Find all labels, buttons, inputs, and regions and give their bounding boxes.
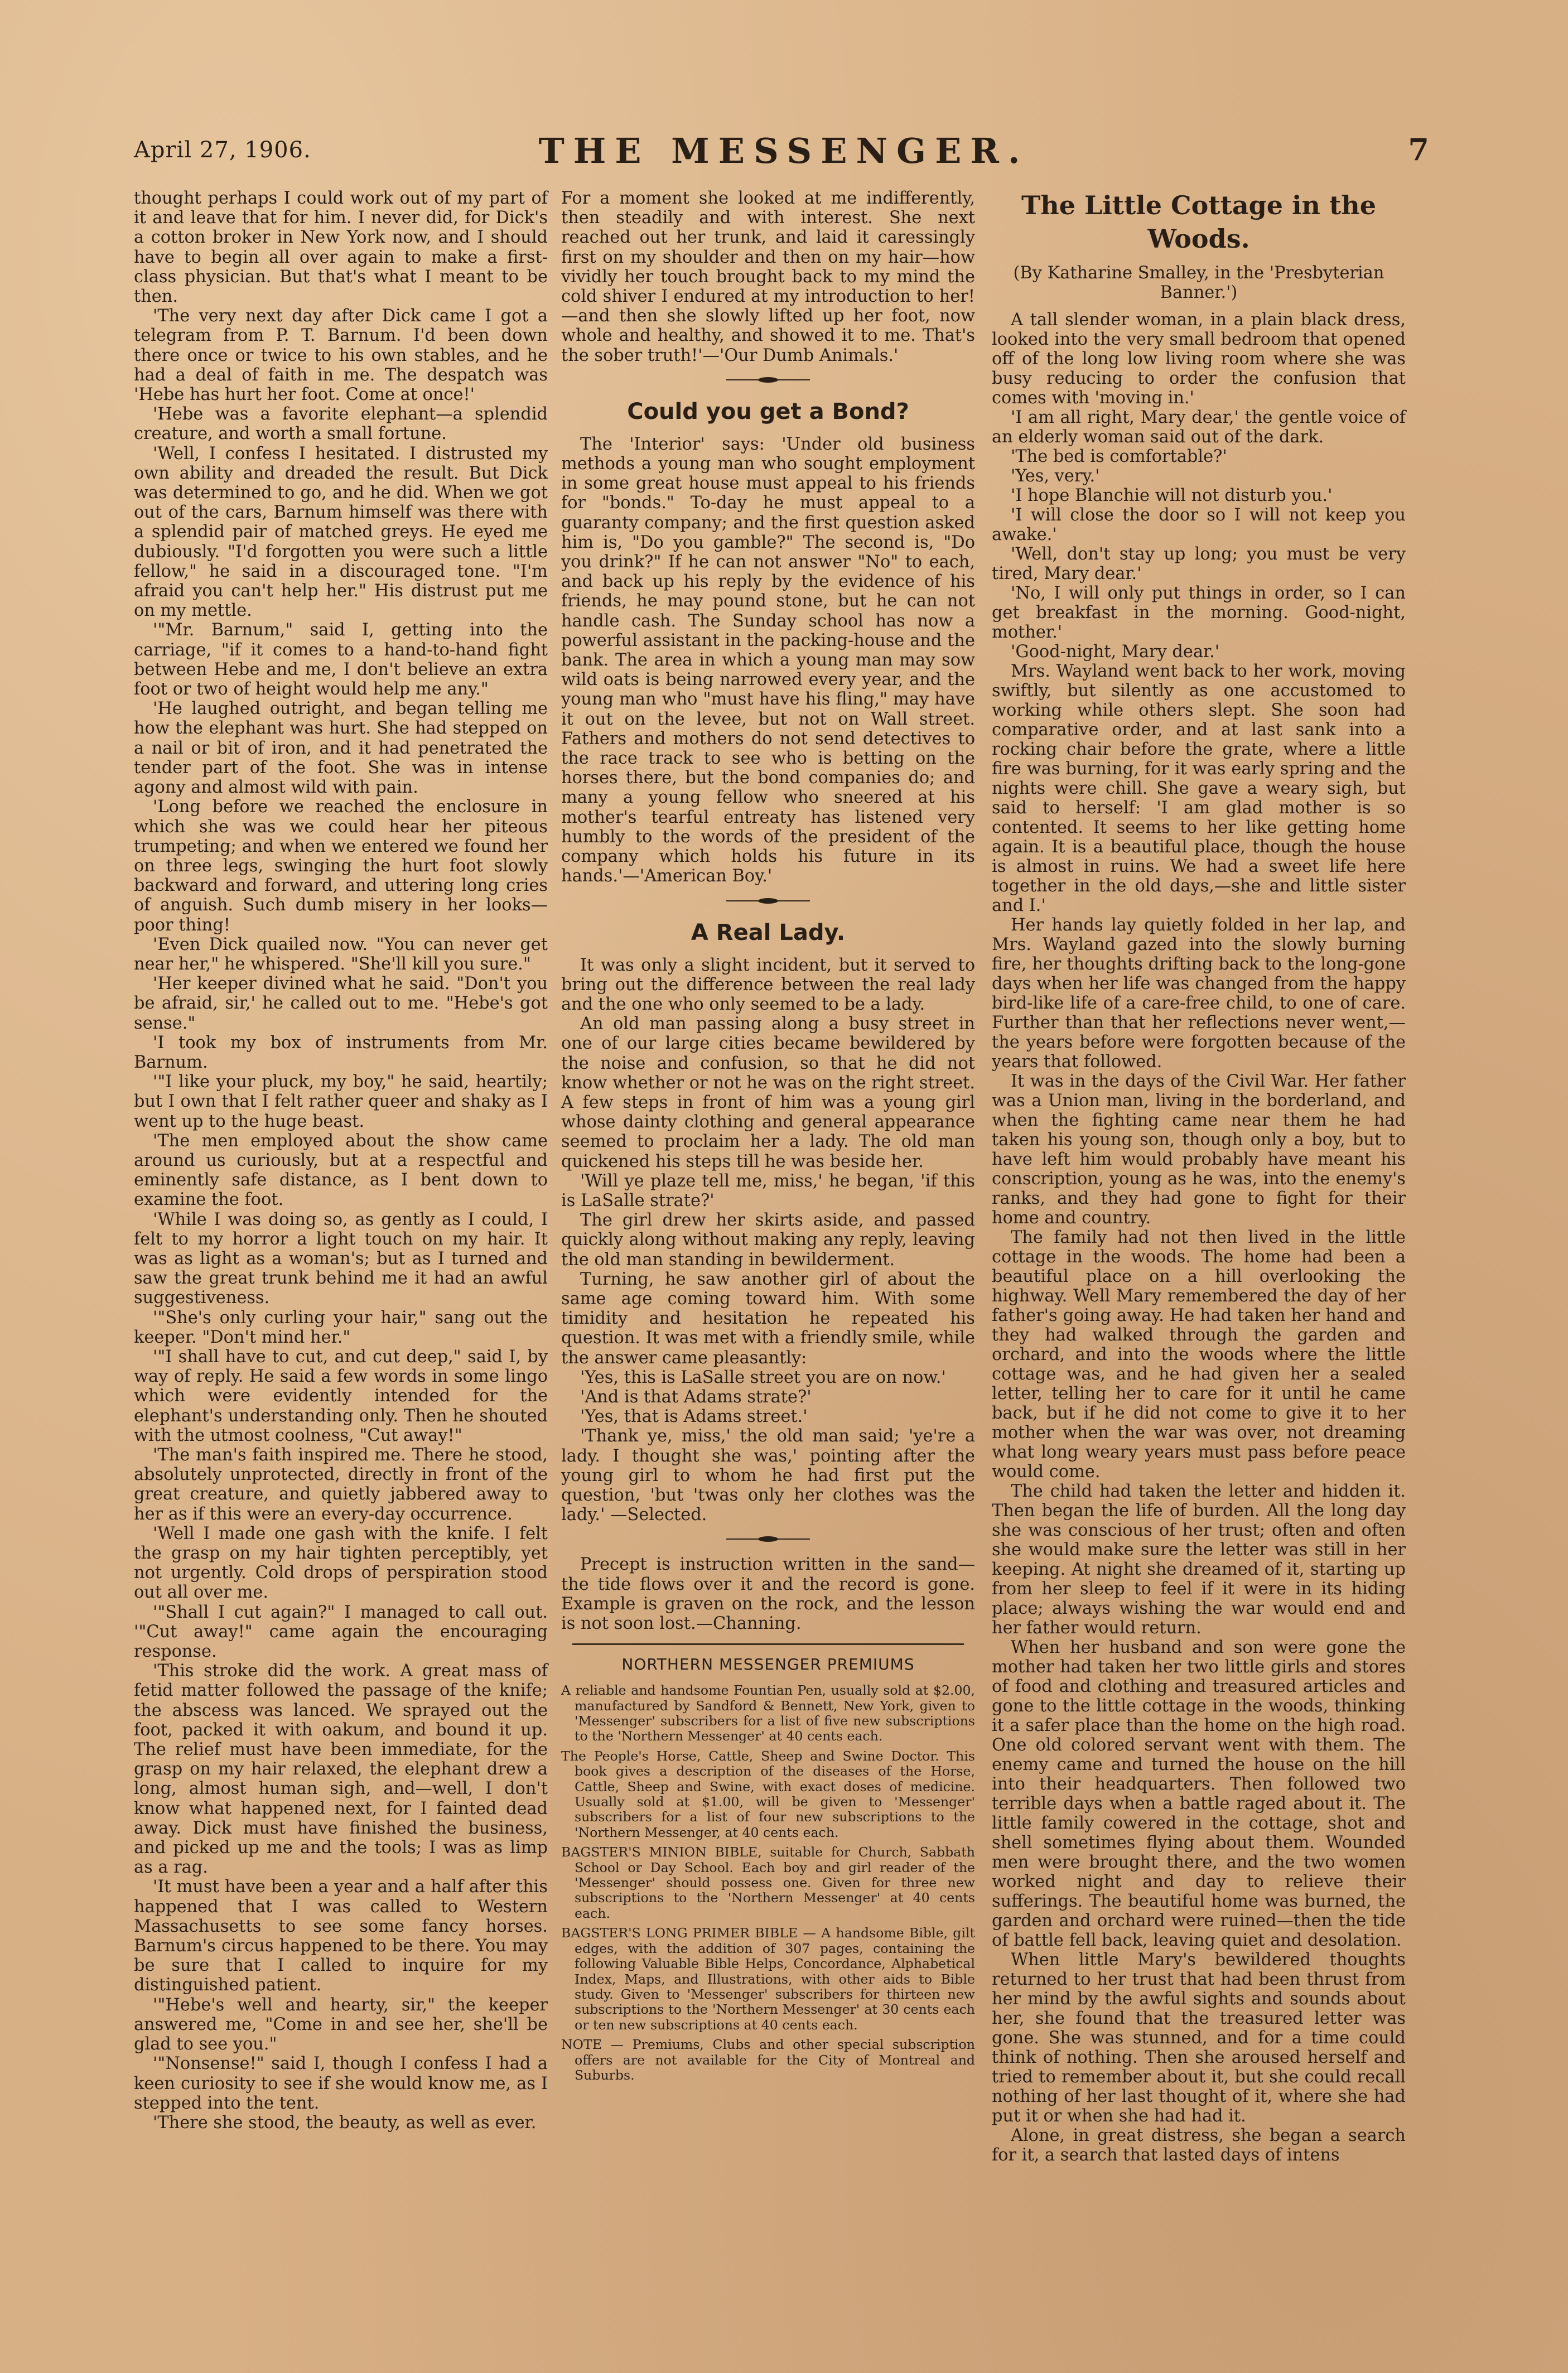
paragraph: 'Well, don't stay up long; you must be very tired, Mary dear.' bbox=[992, 544, 1406, 583]
paragraph: 'And is that Adams strate?' bbox=[580, 1387, 812, 1407]
paragraph: '"I shall have to cut, and cut deep," said I, by way of reply. He said a few words in some lingo which were evidently intended for the elephant's understanding only. Then he shouted with the utmost coolness, "Cut away!" bbox=[134, 1347, 548, 1445]
paragraph: 'It must have been a year and a half after this happened that I was called to Western Massachusetts to see some fancy horses. Barnum's circus happened to be there. You may be sure that I called to inquire for my distinguished patient. bbox=[134, 1877, 548, 1995]
column-2 bbox=[561, 189, 975, 2087]
paragraph: The family had not then lived in the little cottage in the woods. The home had been a beautiful place on a hill overlooking the highway. Well Mary remembered the day of her father's going away. He had taken her hand and they had walked through the garden and orchard, and into the woods where the little cottage was, and he had given her a sealed letter, telling her to care for it until he came back, but if he did not come to give it to her mother when the war was over, not dreaming what long weary years must pass before peace would come. bbox=[992, 1228, 1406, 1482]
cottage-heading: The Little Cottage in the Woods. bbox=[1021, 190, 1376, 254]
paragraph: 'I hope Blanchie will not disturb you.' bbox=[1011, 486, 1333, 505]
paragraph: 'The very next day after Dick came I got a telegram from P. T. Barnum. I'd been down there once or twice to his own stables, and he had a deal of faith in me. The despatch was 'Hebe has hurt her foot. Come at once!' bbox=[134, 306, 548, 405]
paragraph: 'The men employed about the show came around us curiously, but at a respectful and eminently safe distance, as I bent down to examine the foot. bbox=[134, 1131, 548, 1210]
paragraph: 'I took my box of instruments from Mr. Barnum. bbox=[134, 1033, 548, 1072]
cottage-story bbox=[992, 310, 1406, 2165]
column-3 bbox=[992, 189, 1406, 2165]
paragraph: 'Yes, this is LaSalle street you are on now.' bbox=[580, 1367, 946, 1387]
page-header bbox=[134, 129, 1434, 180]
paragraph: '"Hebe's well and hearty, sir," the keeper answered me, "Come in and see her, she'll be glad to see you." bbox=[134, 1995, 548, 2054]
paragraph: It was only a slight incident, but it served to bring out the difference between the real lady and the one who only seemed to be a lady. bbox=[561, 955, 975, 1014]
cottage-byline: (By Katharine Smalley, in the 'Presbyterian Banner.') bbox=[1013, 263, 1384, 302]
issue-date: April 27, 1906. bbox=[134, 137, 311, 163]
paragraph: An old man passing along a busy street in one of our large cities became bewildered by the noise and confusion, so that he did not know whether or not he was on the right street. A few steps in front of him was a young girl whose dainty clothing and general appearance seemed to proclaim her a lady. The old man quickened his steps till he was beside her. bbox=[561, 1014, 975, 1171]
paragraph: Mrs. Wayland went back to her work, moving swiftly, but silently as one accustomed to working while others slept. She soon had comparative order, and at last sank into a rocking chair before the grate, where a little fire was burning, for it was early spring and the nights were chill. She gave a weary sigh, but said to herself: 'I am glad mother is so contented. It seems to her like getting home again. It is a beautiful place, though the house is almost in ruins. We had a sweet life here together in the old days,—she and little sister and I.' bbox=[992, 662, 1406, 915]
story-continuation bbox=[561, 189, 975, 365]
page-number: 7 bbox=[1408, 132, 1429, 167]
masthead-title: THE MESSENGER. bbox=[538, 131, 1029, 171]
paragraph: The girl drew her skirts aside, and passed quickly along without making any reply, leaving the old man standing in bewilderment. bbox=[561, 1210, 975, 1270]
bond-article bbox=[561, 435, 975, 886]
paragraph: 'I am all right, Mary dear,' the gentle voice of an elderly woman said out of the dark. bbox=[992, 408, 1406, 447]
paragraph: 'There she stood, the beauty, as well as ever. bbox=[153, 2112, 537, 2133]
column-1 bbox=[134, 189, 548, 2133]
paragraph: The child had taken the letter and hidden it. Then began the life of burden. All the long day she was conscious of her trust; often and often she would make sure the letter was still in her keeping. At night she dreamed of it, starting up from her sleep to feel if it were in its hiding place; always wishing the war would end and her father would return. bbox=[992, 1482, 1406, 1638]
paragraph: 'Even Dick quailed now. "You can never get near her," he whispered. "She'll kill you sure." bbox=[134, 934, 548, 974]
paragraph: A tall slender woman, in a plain black dress, looked into the very small bedroom that opened off of the long low living room where she was busy reducing to order the confusion that comes with 'moving in.' bbox=[992, 310, 1406, 408]
paragraph: '"She's only curling your hair," sang out the keeper. "Don't mind her." bbox=[134, 1308, 548, 1347]
premium-item: A reliable and handsome Fountian Pen, usually sold at $2.00, manufactured by Sandford & Bennett, New York, given to 'Messenger' subscribers for a list of five new subscriptions to the 'Northern Messenger' at 40 cents each. bbox=[561, 1682, 975, 1744]
premium-item: BAGSTER'S LONG PRIMER BIBLE — A handsome Bible, gilt edges, with the addition of 307 pages, containing the following Valuable Bible Helps, Concordance, Alphabetical Index, Maps, and Illustrations, with other aids to Bible study. Given to 'Messenger' subscribers for thirteen new subscriptions to the 'Northern Messenger' at 30 cents each or ten new subscriptions at 40 cents each. bbox=[561, 1925, 975, 2033]
paragraph: 'Will ye plaze tell me, miss,' he began, 'if this is LaSalle strate?' bbox=[561, 1171, 975, 1210]
paragraph: 'While I was doing so, as gently as I could, I felt to my horror a light touch on my hair. It was as light as a woman's; but as I turned and saw the great trunk behind me it had an awful suggestiveness. bbox=[134, 1209, 548, 1308]
paragraph: 'This stroke did the work. A great mass of fetid matter followed the passage of the knife; the abscess was lanced. We sprayed out the foot, packed it with oakum, and bound it up. The relief must have been immediate, for the grasp on my hair relaxed, the elephant drew a long, almost human sigh, and—well, I don't know what happened next, for I fainted dead away. Dick must have finished the business, and picked up me and the tools; I was as limp as a rag. bbox=[134, 1661, 548, 1878]
paragraph: 'Well I made one gash with the knife. I felt the grasp on my hair tighten perceptibly, yet not urgently. Cold drops of perspiration stood out all over me. bbox=[134, 1523, 548, 1603]
paragraph: When little Mary's bewildered thoughts returned to her trust that had been thrust from her mind by the awful sights and sounds about her, she found that the treasured letter was gone. She was stunned, and for a time could think of nothing. Then she aroused herself and tried to remember about it, but she could recall nothing of her last thought of it, where she had put it or when she had had it. bbox=[992, 1950, 1406, 2126]
paragraph: 'No, I will only put things in order, so I can get breakfast in the morning. Good-night, mother.' bbox=[992, 583, 1406, 642]
paragraph: Turning, he saw another girl of about the same age coming toward him. With some timidity and hesitation he repeated his question. It was met with a friendly smile, while the answer came pleasantly: bbox=[561, 1269, 975, 1368]
paragraph: 'Her keeper divined what he said. "Don't you be afraid, sir,' he called out to me. "Hebe's got sense." bbox=[134, 974, 548, 1033]
lady-article bbox=[561, 956, 975, 1525]
section-rule bbox=[572, 1643, 964, 1645]
paragraph: '"Mr. Barnum," said I, getting into the carriage, "if it comes to a hand-to-hand fight between Hebe and me, I don't believe an extra foot or two of height would help me any." bbox=[134, 620, 548, 700]
paragraph: 'Well, I confess I hesitated. I distrusted my own ability and dreaded the result. But Dick was determined to go, and he did. When we got out of the cars, Barnum himself was there with a splendid pair of matched greys. He eyed me dubiously. "I'd forgotten you were such a little fellow," he said in a discouraged tone. "I'm afraid you can't help her." His distrust put me on my mettle. bbox=[134, 443, 548, 621]
premium-item: NOTE — Premiums, Clubs and other special subscription offers are not available for the City of Montreal and Suburbs. bbox=[561, 2037, 975, 2083]
ornament-divider bbox=[726, 898, 810, 904]
paragraph: '"Nonsense!" said I, though I confess I had a keen curiosity to see if she would know me, as I stepped into the tent. bbox=[134, 2054, 548, 2113]
paragraph: Her hands lay quietly folded in her lap, and Mrs. Wayland gazed into the slowly burning fire, her thoughts drifting back to the long-gone days when her life was changed from the happy bird-like life of a care-free child, to one of care. Further than that her reflections never went,—the years before were forgotten because of the years that followed. bbox=[992, 915, 1406, 1072]
ornament-divider bbox=[726, 377, 810, 383]
lady-heading: A Real Lady. bbox=[691, 919, 846, 946]
paragraph: 'Thank ye, miss,' the old man said; 'ye're a lady. I thought she was,' pointing after the young girl to whom he had first put the question, 'but 'twas only her clothes was the lady.' —Selected. bbox=[561, 1426, 975, 1525]
paragraph: '"I like your pluck, my boy," he said, heartily; but I own that I felt rather queer and shaky as I went up to the huge beast. bbox=[134, 1072, 548, 1131]
paragraph: When her husband and son were gone the mother had taken her two little girls and stores of food and clothing and treasured articles and gone to the little cottage in the woods, thinking it a safer place than the home on the high road. One old colored servant went with them. The enemy came and turned the house on the hill into their headquarters. Then followed two terrible days when a battle raged about it. The little family cowered in the cottage, shot and shell sometimes flying about them. Wounded men were brought there, and the two women worked night and day to relieve their sufferings. The beautiful home was burned, the garden and orchard were ruined—then the tide of battle fell back, leaving quiet and desolation. bbox=[992, 1638, 1406, 1950]
paragraph: 'He laughed outright, and began telling me how the elephant was hurt. She had stepped on a nail or bit of iron, and it had penetrated the tender part of the foot. She was in intense agony and almost wild with pain. bbox=[134, 699, 548, 798]
bond-heading: Could you get a Bond? bbox=[627, 398, 909, 425]
premiums-heading: NORTHERN MESSENGER PREMIUMS bbox=[621, 1655, 915, 1674]
paragraph: '"Shall I cut again?" I managed to call out. '"Cut away!" came again the encouraging response. bbox=[134, 1602, 548, 1662]
paragraph: Alone, in great distress, she began a search for it, a search that lasted days of intens bbox=[992, 2126, 1406, 2165]
paragraph: The 'Interior' says: 'Under old business methods a young man who sought employment in some great house must appeal to his friends for "bonds." To-day he must appeal to a guaranty company; and the first question asked him is, "Do you gamble?" The second is, "Do you drink?" If he can not answer "No" to each, and back up his reply by the evidence of his friends, he may pound stone, but he can not handle cash. The Sunday school has now a powerful assistant in the packing-house and the bank. The area in which a young man may sow wild oats is being narrowed every year, and the young man who "must have his fling," may have it out on the levee, but not on Wall street. Fathers and mothers do not send detectives to the race track to see who is betting on the horses there, but the bond companies do; and many a young fellow who sneered at his mother's tearful entreaty has listened very humbly to the words of the president of the company which holds his future in its hands.'—'American Boy.' bbox=[561, 434, 975, 886]
ornament-divider bbox=[726, 1536, 810, 1542]
paragraph: 'The bed is comfortable?' bbox=[1011, 447, 1227, 466]
premium-item: BAGSTER'S MINION BIBLE, suitable for Church, Sabbath School or Day School. Each boy and girl reader of the 'Messenger' should possess one. Given for three new subscriptions to the 'Northern Messenger' at 40 cents each. bbox=[561, 1844, 975, 1921]
paragraph: 'The man's faith inspired me. There he stood, absolutely unprotected, directly in front of the great creature, and quietly jabbered away to her as if this were an every-day occurrence. bbox=[134, 1445, 548, 1524]
paragraph: 'Yes, that is Adams street.' bbox=[580, 1407, 808, 1427]
paragraph: thought perhaps I could work out of my part of it and leave that for him. I never did, for Dick's a cotton broker in New York now, and I should have to begin all over again to make a first-class physician. But that's what I meant to be then. bbox=[134, 189, 548, 307]
precept-quote: Precept is instruction written in the sand—the tide flows over it and the record is gone. Example is graven on the rock, and the lesson is not soon lost.—Channing. bbox=[561, 1555, 975, 1633]
paragraph: For a moment she looked at me indifferently, then steadily and with interest. She next reached out her trunk, and laid it caressingly first on my shoulder and then on my hair—how vividly her touch brought back to my mind the cold shiver I endured at my introduction to her!—and then she slowly lifted up her foot, now whole and healthy, and showed it to me. That's the sober truth!'—'Our Dumb Animals.' bbox=[561, 189, 975, 365]
paragraph: 'Long before we reached the enclosure in which she was we could hear her piteous trumpeting; and when we entered we found her on three legs, swinging the hurt foot slowly backward and forward, and uttering long cries of anguish. Such dumb misery in her looks—poor thing! bbox=[134, 797, 548, 935]
paragraph: 'Yes, very.' bbox=[1011, 466, 1100, 486]
premiums-list bbox=[561, 1683, 975, 2083]
paragraph: 'Hebe was a favorite elephant—a splendid creature, and worth a small fortune. bbox=[134, 404, 548, 444]
paragraph: 'Good-night, Mary dear.' bbox=[1011, 642, 1220, 662]
premium-item: The People's Horse, Cattle, Sheep and Swine Doctor. This book gives a description of the diseases of the Horse, Cattle, Sheep and Swine, with exact doses of medicine. Usually sold at $1.00, will be given to 'Messenger' subscribers for a list of four new subscriptions to the 'Northern Messenger, at 40 cents each. bbox=[561, 1748, 975, 1840]
paragraph: It was in the days of the Civil War. Her father was a Union man, living in the borderland, and when the fighting came near them he had taken his young son, though only a boy, but to have left him would probably have meant his conscription, young as he was, into the enemy's ranks, and they had gone to fight for their home and country. bbox=[992, 1072, 1406, 1228]
paragraph: 'I will close the door so I will not keep you awake.' bbox=[992, 505, 1406, 544]
